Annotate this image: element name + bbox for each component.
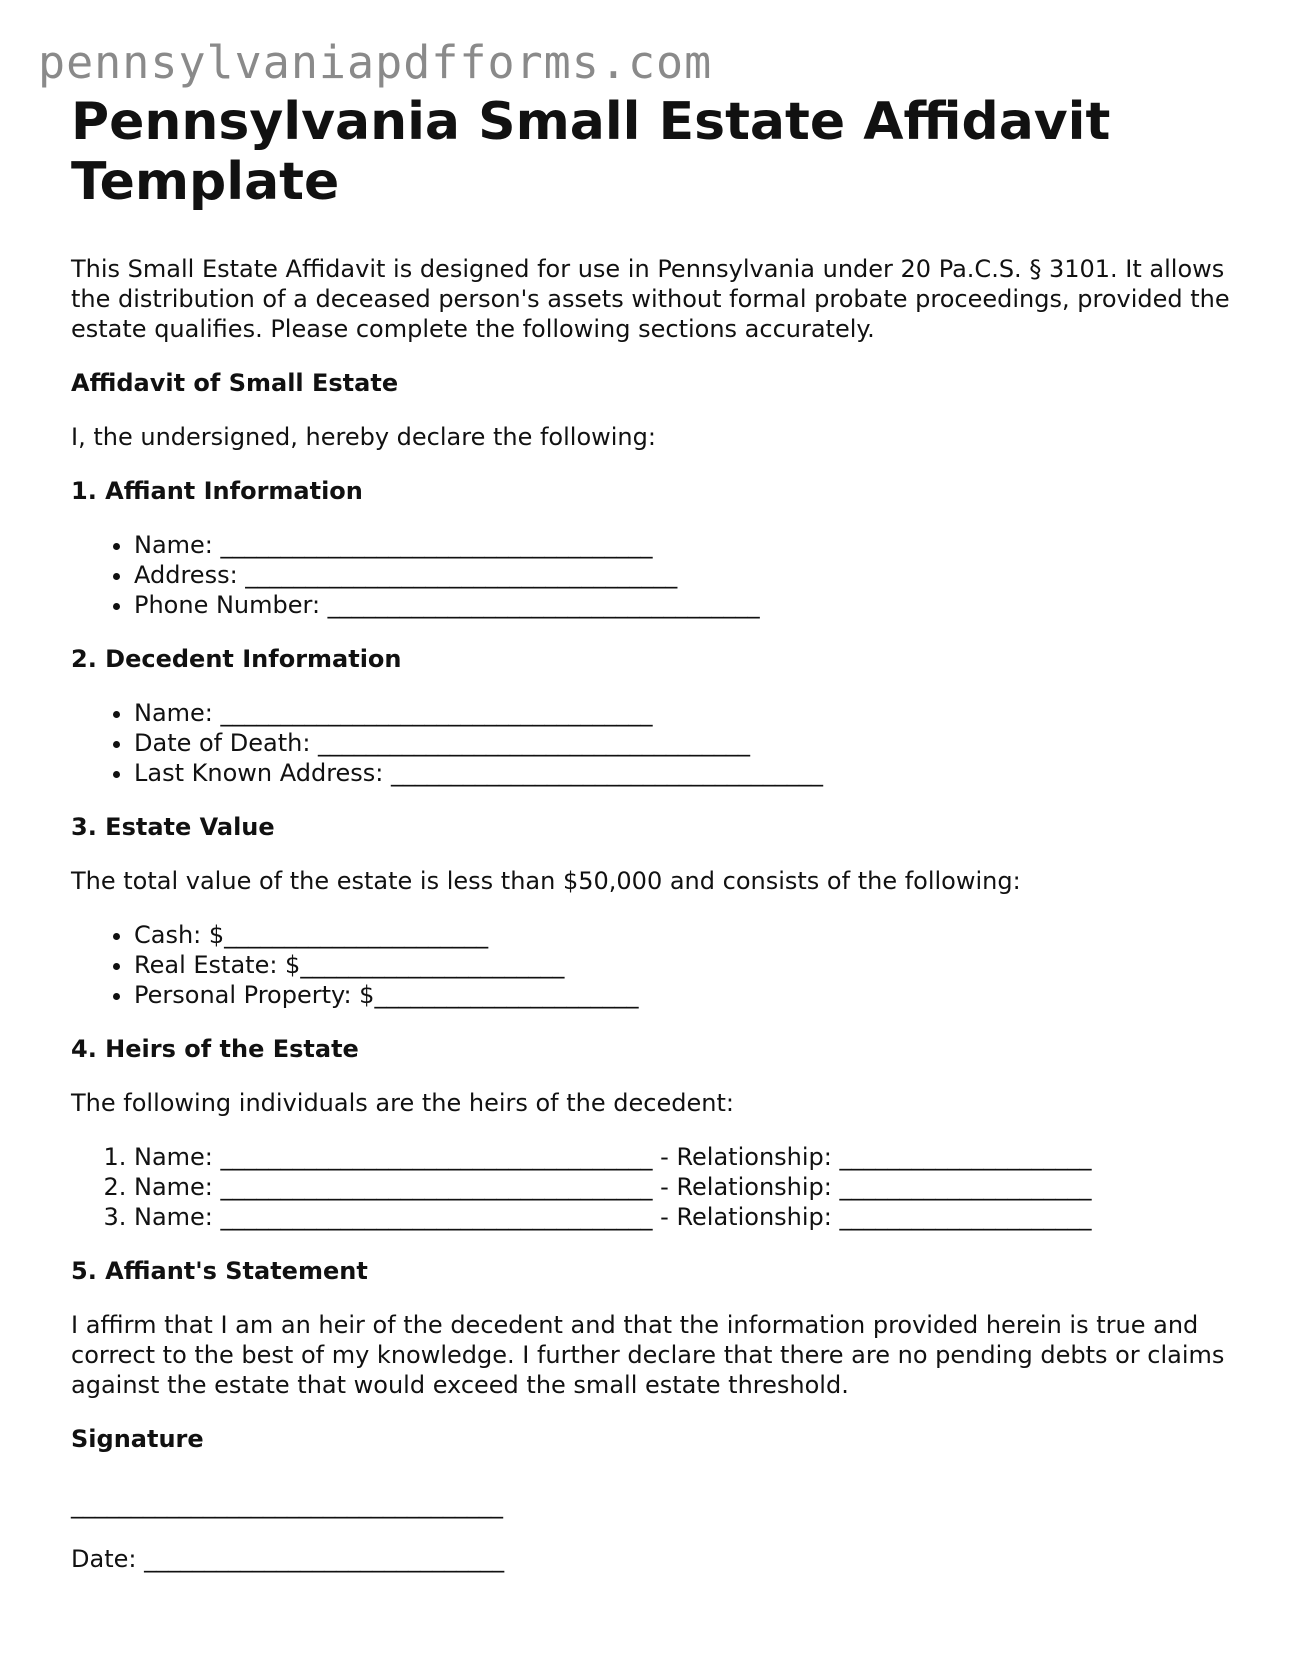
declaration-text: I, the undersigned, hereby declare the following: (71, 423, 656, 451)
estate-value-text: The total value of the estate is less than $50,000 and consists of the following: (71, 867, 1021, 895)
heir-2-field[interactable]: 2. Name: ____________________________________ - Relationship: _____________________ (134, 1172, 1231, 1202)
affiant-phone-field[interactable]: • Phone Number: ____________________________________ (134, 590, 1231, 620)
decedent-name-field[interactable]: • Name: ____________________________________ (134, 698, 1231, 728)
decedent-info-list (71, 698, 1231, 788)
cash-field[interactable]: • Cash: $______________________ (134, 920, 1231, 950)
date-of-death-field[interactable]: • Date of Death: ____________________________________ (134, 728, 1231, 758)
section-4-heading: 4. Heirs of the Estate (71, 1035, 359, 1063)
heirs-text: The following individuals are the heirs of the decedent: (71, 1089, 734, 1117)
signature-date-field[interactable]: Date: ______________________________ (71, 1545, 505, 1573)
affiant-name-field[interactable]: • Name: ____________________________________ (134, 530, 1231, 560)
affiant-statement-text: I affirm that I am an heir of the decedent and that the information provided herein is true and correct to the best of my knowledge. I further declare that there are no pending debts or claims against the estate that would exceed the small estate threshold. (71, 1311, 1225, 1399)
affidavit-heading: Affidavit of Small Estate (71, 369, 399, 397)
heir-3-field[interactable]: 3. Name: ____________________________________ - Relationship: _____________________ (134, 1202, 1231, 1232)
section-2-heading: 2. Decedent Information (71, 645, 402, 673)
estate-value-list (71, 920, 1231, 1010)
section-5-heading: 5. Affiant's Statement (71, 1257, 368, 1285)
intro-paragraph: This Small Estate Affidavit is designed for use in Pennsylvania under 20 Pa.C.S. § 3101. It allows the distribution of a deceased person's assets without formal probate proceedings, provided the estate qualifies. Please complete the following sections accurately. (71, 255, 1230, 343)
last-known-address-field[interactable]: • Last Known Address: ____________________________________ (134, 758, 1231, 788)
personal-property-field[interactable]: • Personal Property: $______________________ (134, 980, 1231, 1010)
watermark: pennsylvaniapdfforms.com (38, 36, 713, 89)
heir-1-field[interactable]: 1. Name: ____________________________________ - Relationship: _____________________ (134, 1142, 1231, 1172)
signature-heading: Signature (71, 1425, 204, 1453)
real-estate-field[interactable]: • Real Estate: $______________________ (134, 950, 1231, 980)
heirs-list (71, 1142, 1231, 1232)
section-1-heading: 1. Affiant Information (71, 477, 363, 505)
page-title: Pennsylvania Small Estate Affidavit Template (71, 92, 1111, 212)
document-page (71, 92, 1231, 1574)
section-3-heading: 3. Estate Value (71, 813, 275, 841)
signature-line[interactable]: ____________________________________ (71, 1491, 503, 1519)
affiant-address-field[interactable]: • Address: ____________________________________ (134, 560, 1231, 590)
affiant-info-list (71, 530, 1231, 620)
